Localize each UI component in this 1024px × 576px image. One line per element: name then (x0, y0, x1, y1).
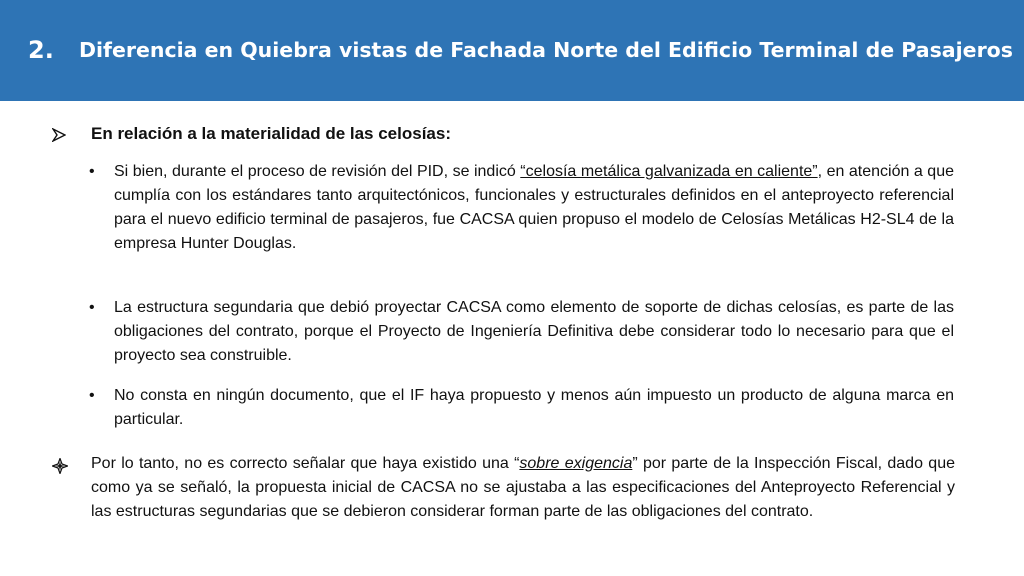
bullet-marker: • (89, 163, 95, 180)
diamond-bullet-icon (52, 458, 68, 474)
slide-title: Diferencia en Quiebra vistas de Fachada Norte del Edificio Terminal de Pasajeros (79, 38, 1013, 62)
section-heading: En relación a la materialidad de las celosías: (91, 124, 451, 143)
bullet-1-underlined-quote: “celosía metálica galvanizada en caliente” (520, 163, 818, 180)
bullet-marker: • (89, 299, 95, 316)
conclusion-text-end: ” por parte de la Inspección Fiscal, dado que como ya se señaló, la propuesta inicial de CACSA no se ajustaba a las especificaciones del Anteproyecto Referencial y las estructuras segundarias que se debieron considerar forman parte de las obligaciones del contrato. (91, 455, 955, 520)
bullet-1-text-end: , en atención a que cumplía con los estándares tanto arquitectónicos, funcionales y estructurales definidos en el anteproyecto referencial para el nuevo edificio terminal de pasajeros, fue CACSA quien propuso el modelo de Celosías Metálicas H2-SL4 de la empresa Hunter Douglas. (114, 163, 955, 252)
bullet-paragraph-3: No consta en ningún documento, que el IF haya propuesto y menos aún impuesto un producto de alguna marca en particular. (114, 387, 954, 428)
bullet-1-text-start: Si bien, durante el proceso de revisión del PID, se indicó (114, 163, 521, 180)
conclusion-text-start: Por lo tanto, no es correcto señalar que haya existido una “ (91, 455, 520, 472)
slide-header (0, 0, 1024, 101)
arrow-bullet-icon (52, 128, 66, 142)
bullet-paragraph-1 (114, 160, 954, 256)
bullet-marker: • (89, 387, 95, 404)
bullet-paragraph-2: La estructura segundaria que debió proyectar CACSA como elemento de soporte de dichas celosías, es parte de las obligaciones del contrato, porque el Proyecto de Ingeniería Definitiva debe considerar todo lo necesario para que el proyecto sea construible. (114, 299, 954, 364)
conclusion-paragraph (91, 452, 955, 524)
conclusion-emphasis: sobre exigencia (519, 455, 633, 472)
section-number: 2. (28, 36, 54, 64)
